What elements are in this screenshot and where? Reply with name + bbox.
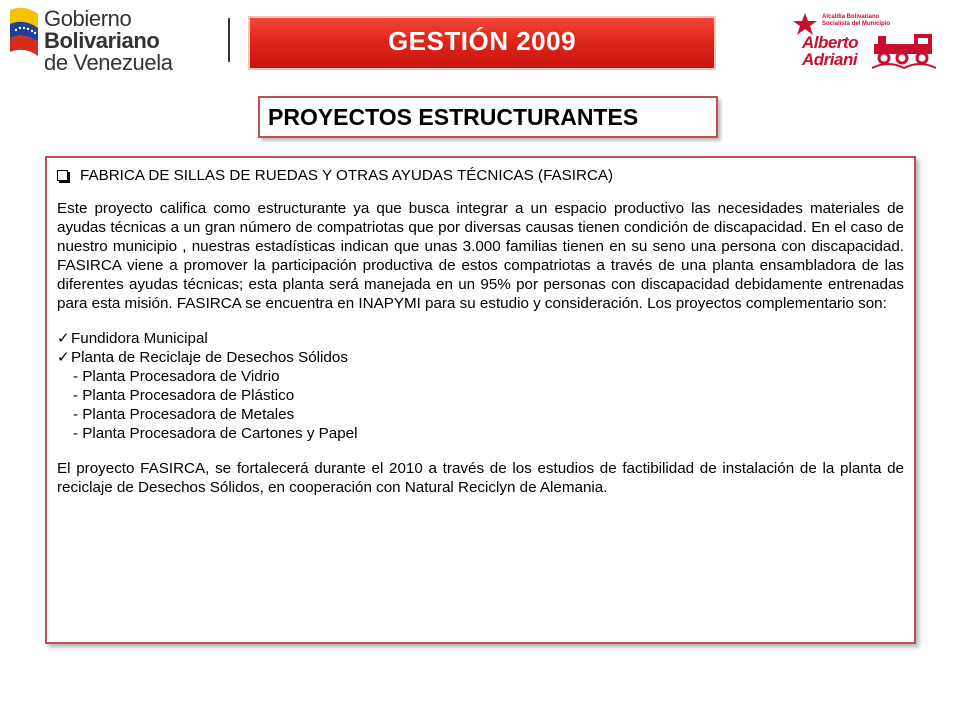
municipal-logo-small-text: [822, 14, 890, 28]
paragraph-2: El proyecto FASIRCA, se fortalecerá durante el 2010 a través de los estudios de factibilidad de instalación de la planta de reciclaje de Desechos Sólidos, en cooperación con Natural Reciclyn de Alemania.: [57, 460, 904, 496]
sub-list-item: - Planta Procesadora de Cartones y Papel: [73, 425, 358, 442]
paragraph-1: Este proyecto califica como estructurante ya que busca integrar a un espacio productivo las necesidades materiales de ayudas técnicas a un gran número de compatriotas que por diversas causas tienen condición de discapacidad. En el caso de nuestro municipio , nuestras estadísticas indican que unas 3.000 familias tienen en su seno una persona con discapacidad. FASIRCA viene a promover la participación productiva de estos compatriotas a través de una planta ensambladora de las diferentes ayudas técnicas; esta planta será manejada en un 95% por personas con discapacidad debidamente entrenadas para esta misión. FASIRCA se encuentra en INAPYMI para su estudio y consideración. Los proyectos complementario son:: [57, 200, 904, 312]
content-panel: [45, 156, 916, 644]
municipal-logo-name: [802, 34, 858, 68]
muni-name-line1: Alberto: [802, 33, 858, 52]
checkmark-icon: ✓: [57, 330, 70, 347]
square-bullet-icon: [57, 170, 68, 181]
sub-list-item: - Planta Procesadora de Metales: [73, 406, 295, 423]
government-logo: [0, 0, 240, 75]
list-item: [57, 329, 904, 348]
check-item-label: Fundidora Municipal: [71, 330, 208, 347]
bullet-heading: FABRICA DE SILLAS DE RUEDAS Y OTRAS AYUDAS TÉCNICAS (FASIRCA): [80, 167, 614, 184]
sub-list-item: - Planta Procesadora de Plástico: [73, 387, 295, 404]
check-item-label: Planta de Reciclaje de Desechos Sólidos: [71, 349, 348, 366]
muni-small-line1: Alcaldía Bolivariano: [822, 14, 880, 20]
logo-divider: [228, 18, 230, 62]
section-title: PROYECTOS ESTRUCTURANTES: [258, 96, 718, 138]
muni-small-line2: Socialista del Municipio: [822, 21, 891, 27]
train-icon: [872, 28, 936, 70]
list-item: [57, 348, 904, 367]
bullet-heading-row: [57, 166, 904, 185]
gov-logo-line1-prefix: Gobierno: [44, 6, 132, 31]
gov-logo-line2: de Venezuela: [44, 50, 173, 75]
government-logo-text: [44, 8, 240, 74]
checkmark-icon: ✓: [57, 349, 70, 366]
gov-logo-line1-bold: Bolivariano: [44, 28, 160, 53]
muni-name-line2: Adriani: [802, 50, 858, 69]
sub-list-item: - Planta Procesadora de Vidrio: [73, 368, 280, 385]
municipal-logo: [788, 10, 958, 76]
header-banner: [248, 16, 716, 70]
project-list: [57, 329, 904, 443]
venezuela-flag-icon: [6, 4, 42, 66]
banner-title: GESTIÓN 2009: [387, 26, 577, 56]
